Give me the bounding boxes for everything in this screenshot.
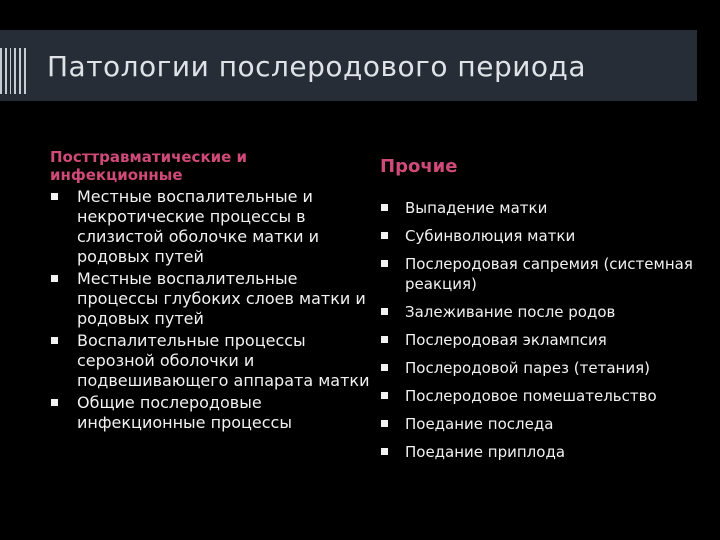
list-item [380, 358, 700, 378]
list-item [380, 254, 700, 294]
square-bullet-icon [381, 392, 388, 399]
square-bullet-icon [51, 399, 58, 406]
list-item-text: Поедание приплода [405, 443, 566, 461]
left-list [50, 187, 380, 433]
left-column-heading: Посттравматические и инфекционные [50, 148, 248, 184]
list-item-text: Послеродовое помешательство [405, 387, 657, 405]
right-list [380, 198, 700, 462]
list-item [50, 187, 380, 267]
slide-title: Патологии послеродового периода [47, 50, 587, 83]
list-item [380, 302, 700, 322]
square-bullet-icon [381, 420, 388, 427]
square-bullet-icon [381, 232, 388, 239]
list-item [380, 414, 700, 434]
list-item [380, 386, 700, 406]
list-item-text: Поедание последа [405, 415, 554, 433]
list-item-text: Послеродовая сапремия (системная реакция) [405, 255, 693, 293]
list-item-text: Залеживание после родов [405, 303, 616, 321]
list-item [380, 198, 700, 218]
list-item-text: Выпадение матки [405, 199, 548, 217]
square-bullet-icon [381, 448, 388, 455]
list-item [380, 226, 700, 246]
list-item [50, 331, 380, 391]
square-bullet-icon [51, 275, 58, 282]
list-item [380, 330, 700, 350]
square-bullet-icon [381, 308, 388, 315]
list-item-text: Послеродовая эклампсия [405, 331, 607, 349]
list-item-text: Воспалительные процессы серозной оболочки и подвешивающего аппарата матки [77, 331, 370, 390]
stripes-decoration [0, 48, 26, 94]
list-item [50, 269, 380, 329]
square-bullet-icon [381, 336, 388, 343]
square-bullet-icon [381, 204, 388, 211]
right-column-heading: Прочие [380, 156, 458, 177]
square-bullet-icon [381, 260, 388, 267]
list-item [50, 393, 380, 433]
list-item-text: Местные воспалительные и некротические процессы в слизистой оболочке матки и родовых путей [77, 187, 319, 266]
left-column [50, 148, 380, 435]
right-column [380, 148, 700, 470]
list-item-text: Послеродовой парез (тетания) [405, 359, 650, 377]
list-item-text: Субинволюция матки [405, 227, 576, 245]
square-bullet-icon [51, 193, 58, 200]
list-item-text: Общие послеродовые инфекционные процессы [77, 393, 292, 432]
list-item-text: Местные воспалительные процессы глубоких слоев матки и родовых путей [77, 269, 366, 328]
square-bullet-icon [51, 337, 58, 344]
square-bullet-icon [381, 364, 388, 371]
list-item [380, 442, 700, 462]
